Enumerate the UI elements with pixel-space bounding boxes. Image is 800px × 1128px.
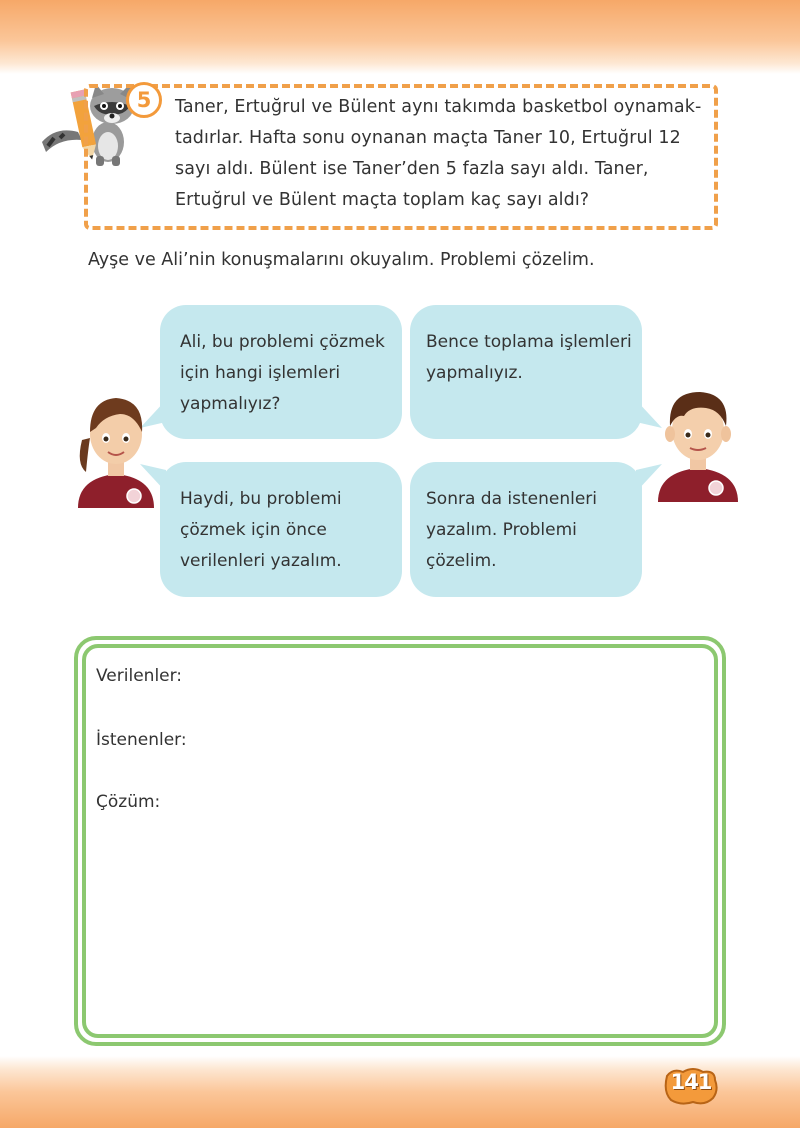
header-band (0, 0, 800, 74)
cozum-label: Çözüm: (96, 792, 161, 812)
bubble-line: çözelim. (426, 551, 497, 571)
istenenler-label: İstenenler: (96, 730, 187, 750)
verilenler-label: Verilenler: (96, 666, 183, 686)
bubble-line: yazalım. Problemi (426, 520, 577, 540)
ayse-character-icon (74, 380, 158, 510)
bubble-line: yapmalıyız? (180, 394, 281, 414)
bubble-line: Bence toplama işlemleri (426, 332, 632, 352)
speech-bubble-ayse-2 (160, 462, 402, 597)
answer-frame-inner (82, 644, 718, 1038)
bubble-line: çözmek için önce (180, 520, 327, 540)
question-line: Ertuğrul ve Bülent maçta toplam kaç sayı aldı? (175, 190, 590, 210)
instruction-text: Ayşe ve Ali’nin konuşmalarını okuyalım. Problemi çözelim. (88, 250, 595, 270)
bubble-line: Ali, bu problemi çözmek (180, 332, 385, 352)
question-line: sayı aldı. Bülent ise Taner’den 5 fazla sayı aldı. Taner, (175, 159, 649, 179)
bubble-line: yapmalıyız. (426, 363, 523, 383)
bubble-line: için hangi işlemleri (180, 363, 341, 383)
question-number-badge: 5 (126, 82, 162, 118)
question-line: Taner, Ertuğrul ve Bülent aynı takımda basketbol oynamak- (175, 97, 702, 117)
bubble-line: Haydi, bu problemi (180, 489, 342, 509)
bubble-line: verilenleri yazalım. (180, 551, 342, 571)
ali-character-icon (654, 380, 742, 504)
speech-bubble-ayse-1 (160, 305, 402, 439)
question-line: tadırlar. Hafta sonu oynanan maçta Taner 10, Ertuğrul 12 (175, 128, 681, 148)
bubble-line: Sonra da istenenleri (426, 489, 597, 509)
page-number: 141 (670, 1070, 712, 1094)
question-text (175, 92, 715, 216)
speech-bubble-ali-2 (410, 462, 642, 597)
speech-bubble-ali-1 (410, 305, 642, 439)
